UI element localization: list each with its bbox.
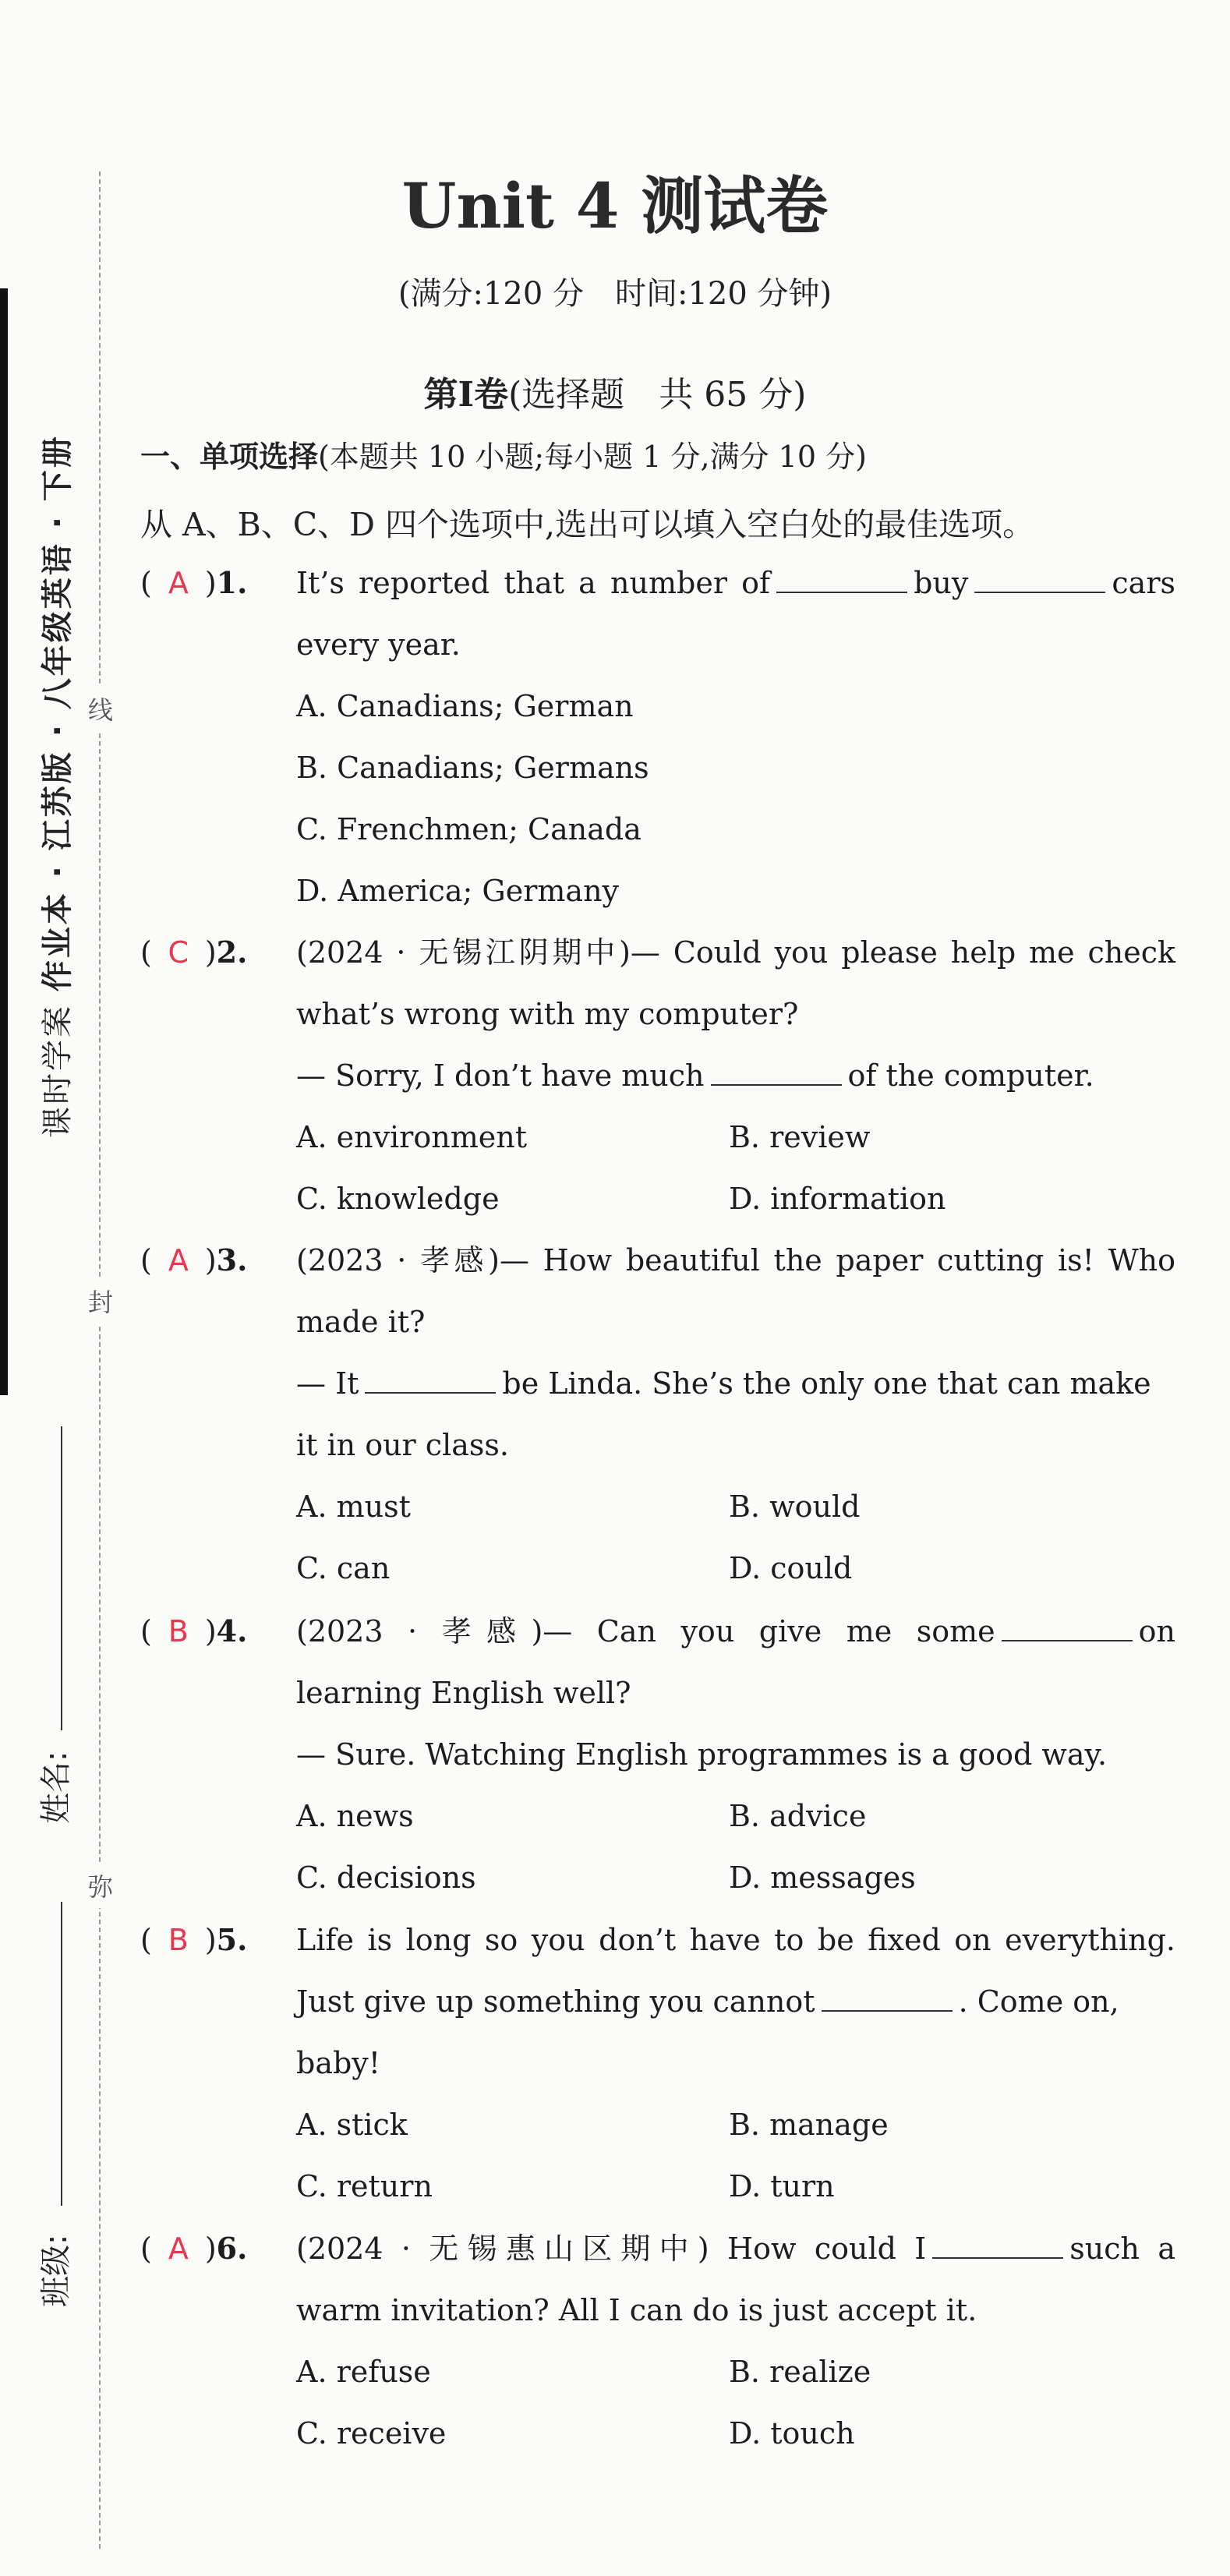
class-label: 班级: bbox=[38, 2234, 74, 2307]
text-line: warm invitation? All I can do is just accept it. bbox=[296, 2293, 977, 2327]
text-line: on bbox=[1138, 1614, 1175, 1648]
option-d[interactable]: D. turn bbox=[729, 2169, 835, 2203]
class-blank[interactable] bbox=[61, 1902, 62, 2206]
answer-mark: B bbox=[168, 1923, 189, 1957]
option-a[interactable]: A. must bbox=[296, 1489, 411, 1524]
name-blank[interactable] bbox=[61, 1426, 62, 1730]
text-line: (选择题 共 65 分) bbox=[508, 375, 807, 415]
option-a[interactable]: A. news bbox=[296, 1799, 414, 1833]
option-c[interactable]: C. return bbox=[296, 2169, 433, 2203]
answer-mark: B bbox=[168, 1614, 189, 1648]
name-label: 姓名: bbox=[38, 1751, 74, 1824]
text-line: 5. bbox=[216, 1922, 248, 1957]
option-b[interactable]: B. review bbox=[729, 1120, 871, 1154]
part-title bbox=[0, 366, 1230, 416]
option-d[interactable]: D. messages bbox=[729, 1860, 916, 1895]
question-1: ( A )1. It’s reported that a number of buy cars every year. A. Canadians; German B. Canadians; Germans C. Frenchmen; Canada D. America; Germany bbox=[140, 552, 1175, 922]
text-line: it in our class. bbox=[296, 1428, 509, 1462]
option-d[interactable]: D. America; Germany bbox=[296, 874, 620, 908]
question-2: ( C )2. (2024 · 无锡江阴期中)— Could you please help me check what’s wrong with my computer? — Sorry, I don’t have much of the computer. A. environment B. review C. knowledge D. information bbox=[140, 921, 1175, 1230]
text-line: every year. bbox=[296, 627, 461, 662]
text-line: (2024 · 无锡惠山区期中) How could I bbox=[296, 2231, 927, 2266]
text-line: (本题共 10 小题;每小题 1 分,满分 10 分) bbox=[318, 440, 867, 474]
text-line: made it? bbox=[296, 1305, 426, 1339]
answer-blank[interactable] bbox=[1002, 1617, 1133, 1641]
text-line: — It bbox=[296, 1366, 359, 1401]
text-line: 2. bbox=[216, 935, 248, 970]
text-line: 课时学案 bbox=[40, 991, 76, 1138]
text-line: buy bbox=[914, 566, 969, 600]
answer-blank[interactable] bbox=[822, 1987, 953, 2012]
option-b[interactable]: B. realize bbox=[729, 2355, 871, 2389]
option-a[interactable]: A. stick bbox=[296, 2108, 408, 2142]
question-5: ( B )5. Life is long so you don’t have to be fixed on everything. Just give up something you cannot . Come on, baby! A. stick B. manage C. return D. turn bbox=[140, 1909, 1175, 2217]
answer-blank[interactable] bbox=[974, 568, 1105, 593]
option-c[interactable]: C. can bbox=[296, 1551, 391, 1585]
answer-mark: A bbox=[168, 1243, 189, 1277]
text-line: such a bbox=[1069, 2231, 1175, 2266]
text-line: (2023 · 孝感)— Can you give me some bbox=[296, 1614, 995, 1648]
text-line: Life is long so you don’t have to be fixed on everything. bbox=[296, 1923, 1175, 1957]
text-line: 6. bbox=[216, 2231, 248, 2266]
option-b[interactable]: B. Canadians; Germans bbox=[296, 751, 649, 785]
cut-char-feng: 封 bbox=[87, 1278, 114, 1323]
text-line: 第Ⅰ卷 bbox=[423, 375, 509, 415]
option-a[interactable]: A. refuse bbox=[296, 2355, 431, 2389]
text-line: 一、单项选择 bbox=[140, 439, 319, 474]
answer-blank[interactable] bbox=[365, 1369, 496, 1394]
option-d[interactable]: D. touch bbox=[729, 2416, 855, 2451]
section-instruction: 从 A、B、C、D 四个选项中,选出可以填入空白处的最佳选项。 bbox=[140, 506, 1035, 543]
score-time: (满分:120 分 时间:120 分钟) bbox=[398, 276, 832, 312]
option-c[interactable]: C. decisions bbox=[296, 1860, 476, 1895]
answer-mark: A bbox=[168, 566, 189, 600]
option-b[interactable]: B. advice bbox=[729, 1799, 867, 1833]
question-6: ( A )6. (2024 · 无锡惠山区期中) How could I such a warm invitation? All I can do is just accept it. A. refuse B. realize C. receive D. touch bbox=[140, 2217, 1175, 2465]
text-line: be Linda. She’s the only one that can make bbox=[502, 1366, 1151, 1401]
text-line: It’s reported that a number of bbox=[296, 566, 771, 600]
text-line: — Sorry, I don’t have much bbox=[296, 1058, 705, 1093]
option-a[interactable]: A. environment bbox=[296, 1120, 527, 1154]
text-line: 3. bbox=[216, 1242, 248, 1277]
text-line: 作业本 · 江苏版 · 八年级英语 · 下册 bbox=[40, 434, 76, 992]
text-line: learning English well? bbox=[296, 1676, 631, 1710]
answer-blank[interactable] bbox=[932, 2234, 1063, 2259]
option-a[interactable]: A. Canadians; German bbox=[296, 689, 634, 723]
text-line: baby! bbox=[296, 2046, 381, 2080]
cut-char-xian: 线 bbox=[87, 686, 114, 731]
text-line: (2023 · 孝感)— How beautiful the paper cutting is! Who bbox=[296, 1243, 1175, 1277]
binding-bar bbox=[0, 288, 8, 1395]
section-heading bbox=[140, 433, 867, 475]
option-b[interactable]: B. manage bbox=[729, 2108, 889, 2142]
text-line: 4. bbox=[216, 1613, 248, 1648]
text-line: 1. bbox=[216, 565, 248, 600]
text-line: what’s wrong with my computer? bbox=[296, 997, 799, 1031]
question-4: ( B )4. (2023 · 孝感)— Can you give me some on learning English well? — Sure. Watching English programmes is a good way. A. news B. advice C. decisions D. messages bbox=[140, 1600, 1175, 1909]
option-c[interactable]: C. receive bbox=[296, 2416, 447, 2451]
cut-char-mi: 弥 bbox=[87, 1863, 114, 1908]
text-line: . Come on, bbox=[958, 1984, 1119, 2019]
text-line: cars bbox=[1112, 566, 1175, 600]
series-title bbox=[33, 312, 77, 1138]
option-d[interactable]: D. information bbox=[729, 1182, 946, 1216]
text-line: Just give up something you cannot bbox=[296, 1984, 815, 2019]
answer-blank[interactable] bbox=[711, 1061, 842, 1086]
option-c[interactable]: C. knowledge bbox=[296, 1182, 500, 1216]
answer-blank[interactable] bbox=[776, 568, 907, 593]
option-d[interactable]: D. could bbox=[729, 1551, 853, 1585]
text-line: (2024 · 无锡江阴期中)— Could you please help me check bbox=[296, 935, 1175, 970]
option-c[interactable]: C. Frenchmen; Canada bbox=[296, 812, 642, 846]
answer-mark: A bbox=[168, 2231, 189, 2266]
question-3: ( A )3. (2023 · 孝感)— How beautiful the paper cutting is! Who made it? — It be Linda. She’s the only one that can make it in our class. A. must B. would C. can D. could bbox=[140, 1229, 1175, 1599]
text-line: of the computer. bbox=[847, 1058, 1094, 1093]
option-b[interactable]: B. would bbox=[729, 1489, 861, 1524]
answer-mark: C bbox=[168, 935, 189, 970]
cut-line bbox=[99, 171, 101, 2549]
text-line: — Sure. Watching English programmes is a good way. bbox=[296, 1737, 1108, 1772]
page-title: Unit 4 测试卷 bbox=[401, 169, 829, 242]
